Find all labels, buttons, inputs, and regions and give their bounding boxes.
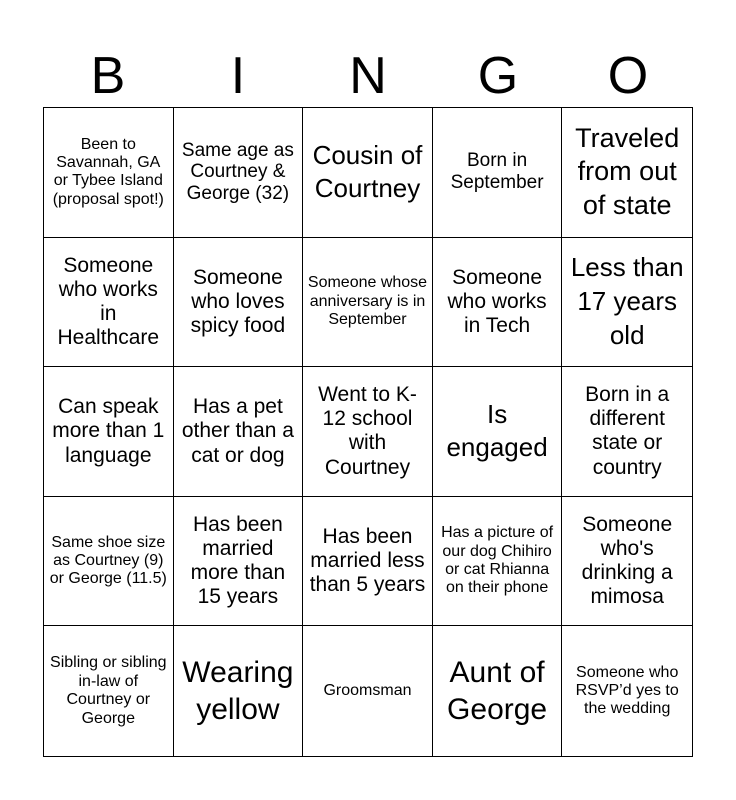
bingo-cell[interactable]: Has been married less than 5 years bbox=[303, 497, 433, 627]
header-letter-n: N bbox=[349, 47, 387, 105]
bingo-cell[interactable]: Born in a different state or country bbox=[562, 367, 692, 497]
header-letter-o: O bbox=[607, 47, 649, 105]
bingo-cell[interactable]: Someone whose anniversary is in September bbox=[303, 238, 433, 368]
header-letter-b: B bbox=[90, 47, 126, 105]
bingo-cell[interactable]: Has a picture of our dog Chihiro or cat Rhianna on their phone bbox=[433, 497, 563, 627]
bingo-cell[interactable]: Someone who loves spicy food bbox=[174, 238, 304, 368]
bingo-cell[interactable]: Has been married more than 15 years bbox=[174, 497, 304, 627]
header-letter-g: G bbox=[477, 47, 519, 105]
bingo-cell[interactable]: Someone who works in Tech bbox=[433, 238, 563, 368]
bingo-cell[interactable]: Been to Savannah, GA or Tybee Island (proposal spot!) bbox=[44, 108, 174, 238]
bingo-cell[interactable]: Went to K-12 school with Courtney bbox=[303, 367, 433, 497]
bingo-card-grid bbox=[43, 107, 693, 757]
bingo-cell[interactable]: Is engaged bbox=[433, 367, 563, 497]
bingo-cell[interactable]: Same age as Courtney & George (32) bbox=[174, 108, 304, 238]
header-letter-i: I bbox=[230, 47, 246, 105]
bingo-cell[interactable]: Can speak more than 1 language bbox=[44, 367, 174, 497]
bingo-cell[interactable]: Wearing yellow bbox=[174, 626, 304, 756]
bingo-cell[interactable]: Aunt of George bbox=[433, 626, 563, 756]
bingo-cell[interactable]: Someone who's drinking a mimosa bbox=[562, 497, 692, 627]
bingo-cell[interactable]: Sibling or sibling in-law of Courtney or George bbox=[44, 626, 174, 756]
bingo-header bbox=[43, 44, 693, 108]
bingo-cell[interactable]: Same shoe size as Courtney (9) or George (11.5) bbox=[44, 497, 174, 627]
bingo-cell[interactable]: Cousin of Courtney bbox=[303, 108, 433, 238]
bingo-cell[interactable]: Less than 17 years old bbox=[562, 238, 692, 368]
bingo-cell[interactable]: Has a pet other than a cat or dog bbox=[174, 367, 304, 497]
bingo-cell[interactable]: Someone who RSVP’d yes to the wedding bbox=[575, 663, 679, 718]
bingo-cell[interactable]: Traveled from out of state bbox=[562, 108, 692, 238]
bingo-cell[interactable]: Born in September bbox=[433, 108, 563, 238]
bingo-cell[interactable]: Groomsman bbox=[303, 626, 433, 756]
bingo-cell[interactable]: Someone who works in Healthcare bbox=[44, 238, 174, 368]
